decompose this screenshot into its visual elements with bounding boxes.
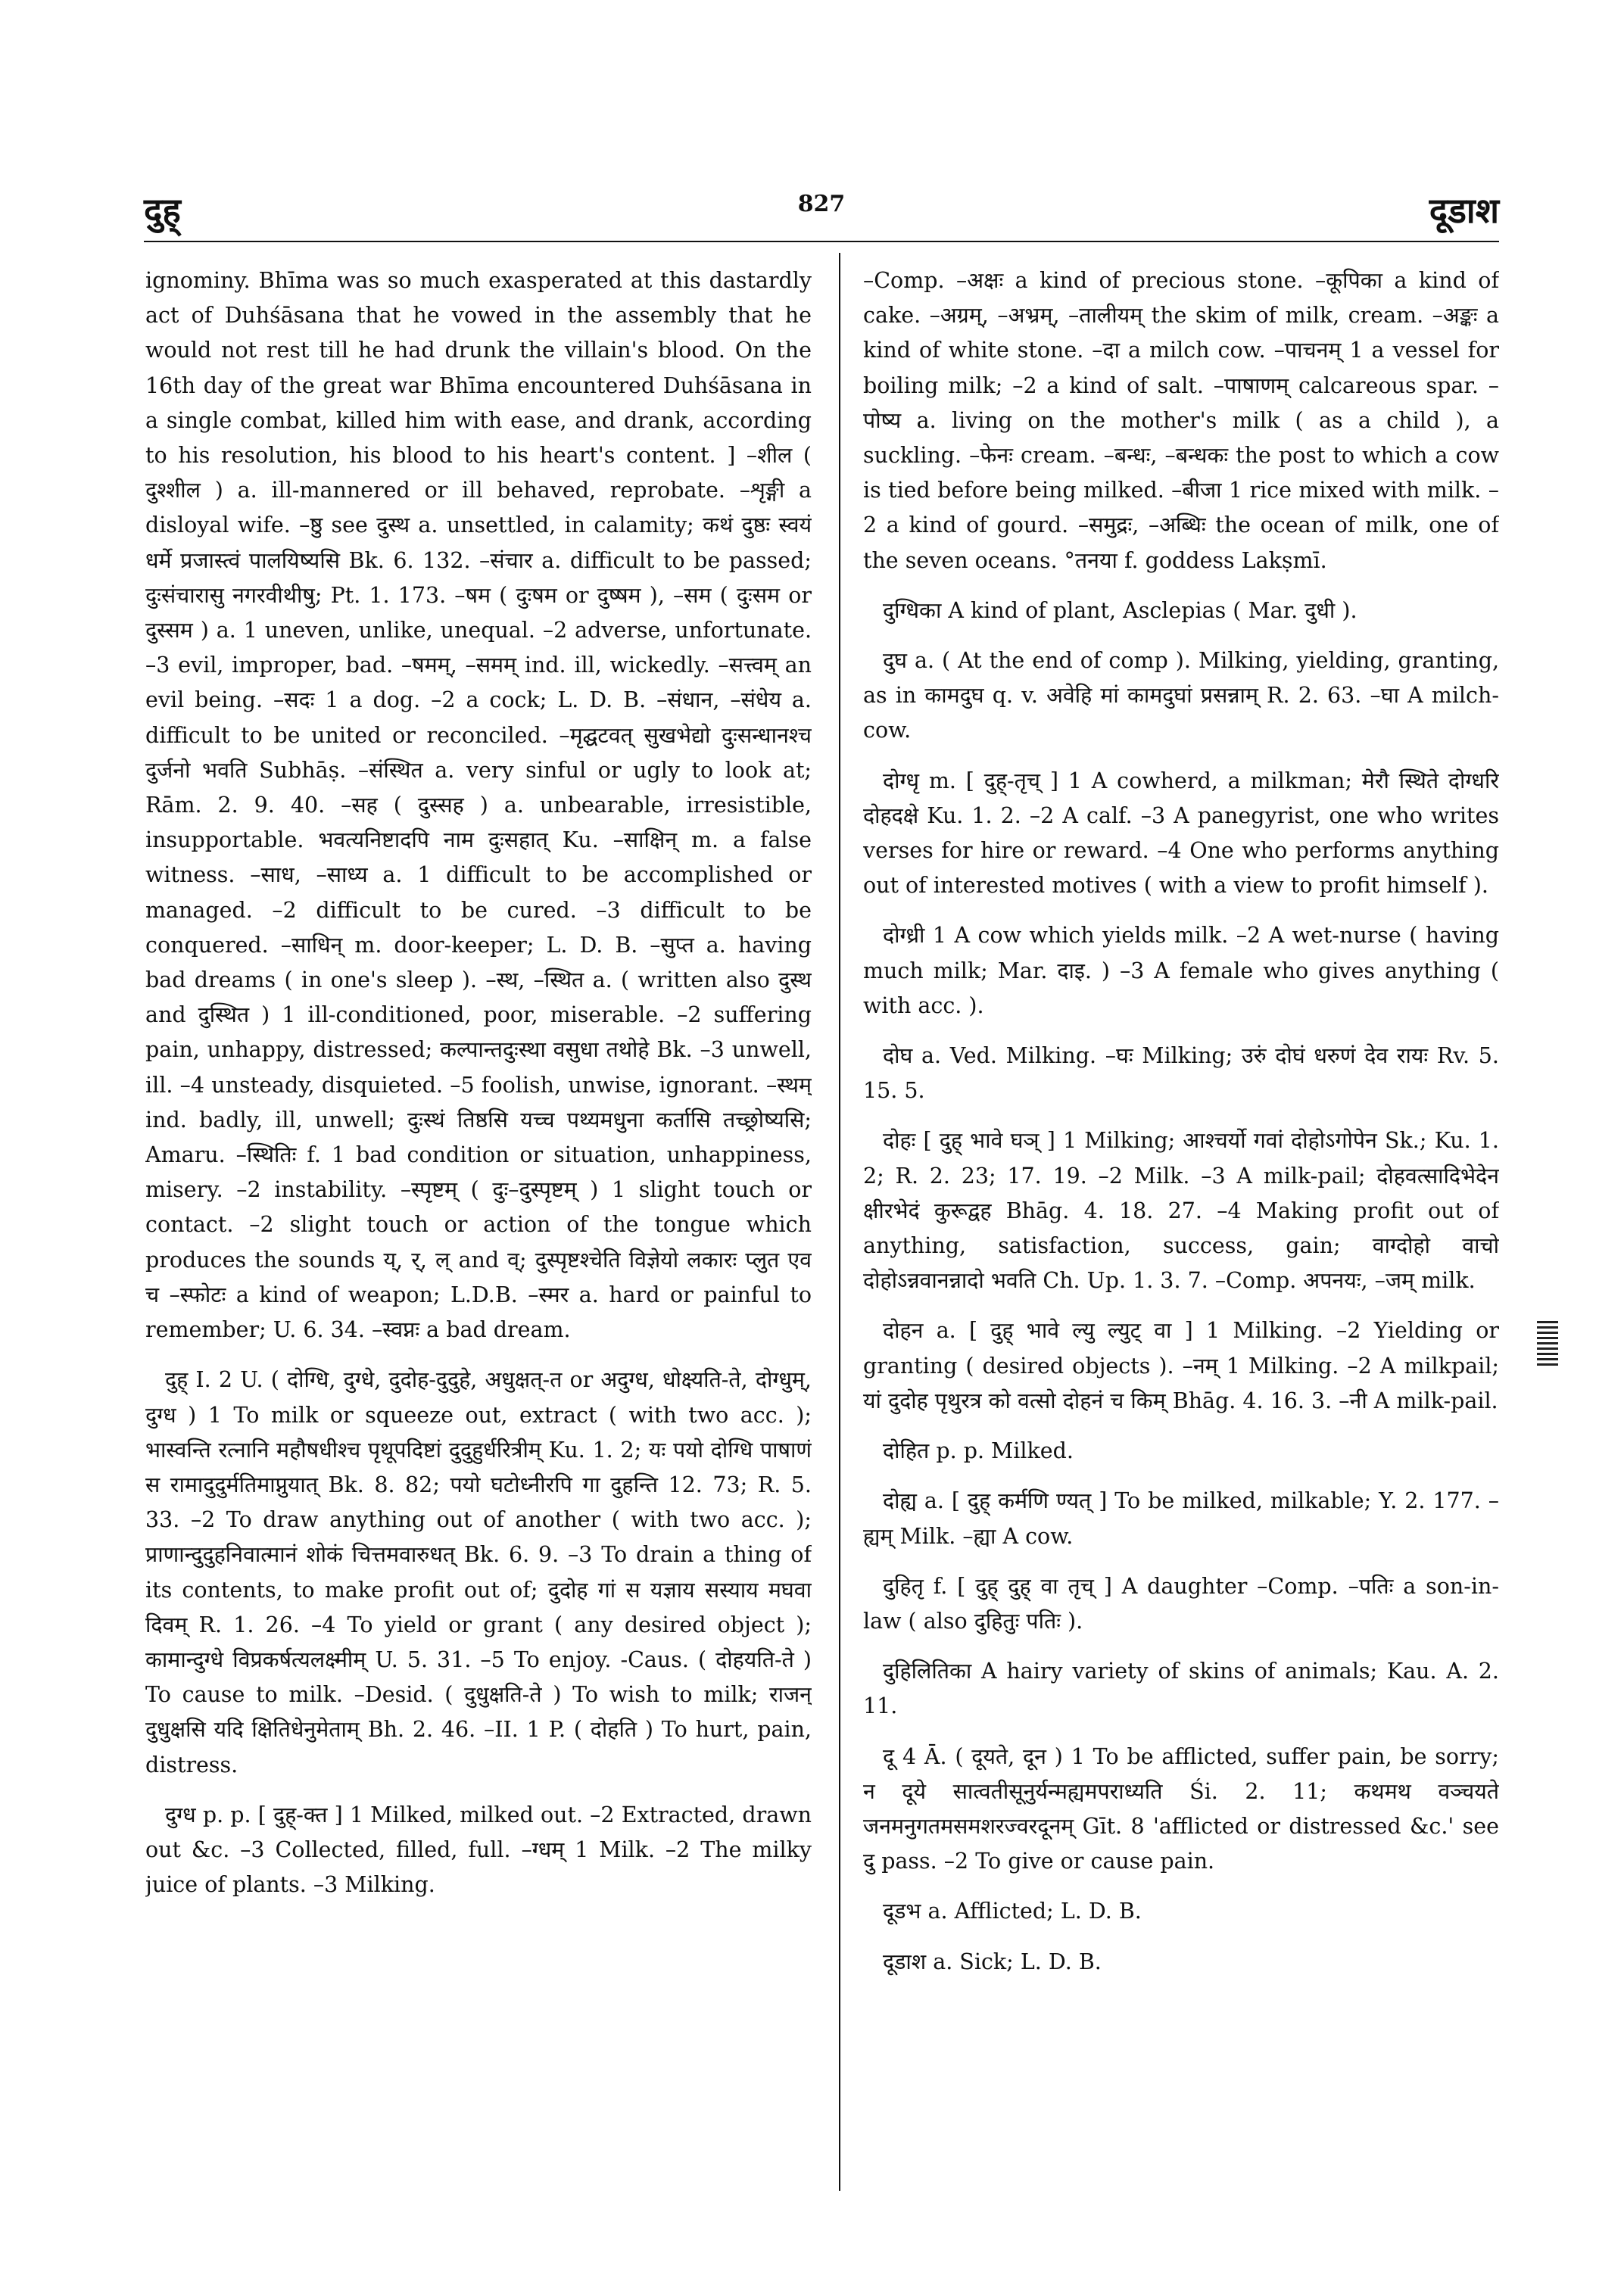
dictionary-entry: दू 4 Ā. ( दूयते, दून ) 1 To be afflicted, suffer pain, be sorry; न दूये सात्वतीसूनुर्यन्मह्यमपराध्यति Śi. 2. 11; कथमथ वञ्चयते जनमनुगतमसमशरज्वरदूनम् Gīt. 8 'afflicted or distressed &c.' see दु pass. –2 To give or cause pain. (863, 1743, 1499, 1874)
dictionary-entry: ignominy. Bhīma was so much exasperated at this dastardly act of Duhśāsana that he vowed in the assembly that he would not rest till he had drunk the villain's blood. On the 16th day of the great war Bhīma encountered Duhśāsana in a single combat, killed him with ease, and drank, according to his resolution, his blood to his heart's content. ] –शील ( दुश्शील ) a. ill-mannered or ill behaved, reprobate. –शृङ्गी a disloyal wife. –ष्ठु see दुस्थ a. unsettled, in calamity; कथं दुष्ठः स्वयं धर्मे प्रजास्त्वं पालयिष्यसि Bk. 6. 132. –संचार a. difficult to be passed; दुःसंचारासु नगरवीथीषु; Pt. 1. 173. –षम ( दुःषम or दुष्षम ), –सम ( दुःसम or दुस्सम ) a. 1 uneven, unlike, unequal. –2 adverse, unfortunate. –3 evil, improper, bad. –षमम्, –समम् ind. ill, wickedly. –सत्त्वम् an evil being. –सदः 1 a dog. –2 a cock; L. D. B. –संधान, –संधेय a. difficult to be united or reconciled. –मृद्घटवत् सुखभेद्यो दुःसन्धानश्च दुर्जनो भवति Subhāṣ. –संस्थित a. very sinful or ugly to look at; Rām. 2. 9. 40. –सह ( दुस्सह ) a. unbearable, irresistible, insupportable. भवत्यनिष्टादपि नाम दुःसहात् Ku. –साक्षिन् m. a false witness. –साध, –साध्य a. 1 difficult to be accomplished or managed. –2 difficult to be cured. –3 difficult to be conquered. –साधिन् m. door-keeper; L. D. B. –सुप्त a. having bad dreams ( in one's sleep ). –स्थ, –स्थित a. ( written also दुस्थ and दुस्थित ) 1 ill-conditioned, poor, miserable. –2 suffering pain, unhappy, distressed; कल्पान्तदुःस्था वसुधा तथोहे Bk. –3 unwell, ill. –4 unsteady, disquieted. –5 foolish, unwise, ignorant. –स्थम् ind. badly, ill, unwell; दुःस्थं तिष्ठसि यच्च पथ्यमधुना कर्तासि तच्छ्रोष्यसि; Amaru. –स्थितिः f. 1 bad condition or situation, unhappiness, misery. –2 instability. –स्पृष्टम् ( दुः–दुस्पृष्टम् ) 1 slight touch or contact. –2 slight touch or action of the tongue which produces the sounds य्, र्, ल् and व्; दुस्पृष्टश्चेति विज्ञेयो लकारः प्लुत एव च –स्फोटः a kind of weapon; L.D.B. –स्मर a. hard or painful to remember; U. 6. 34. –स्वप्नः a bad dream. (145, 268, 812, 1343)
dictionary-entry: दुग्ध p. p. [ दुह्-क्त ] 1 Milked, milked out. –2 Extracted, drawn out &c. –3 Collected, filled, full. –ग्धम् 1 Milk. –2 The milky juice of plants. –3 Milking. (145, 1802, 812, 1898)
header-rule (144, 241, 1499, 242)
dictionary-entry: दोहन a. [ दुह् भावे ल्यु ल्युट् वा ] 1 Milking. –2 Yielding or granting ( desired objects ). –नम् 1 Milking. –2 A milkpail; यां दुदोह पृथुरत्र को वत्सो दोहनं च किम् Bhāg. 4. 16. 3. –नी A milk-pail. (863, 1318, 1499, 1413)
dictionary-entry: दुग्धिका A kind of plant, Asclepias ( Mar. दुधी ). (883, 597, 1357, 623)
dictionary-entry: दोहः [ दुह् भावे घञ् ] 1 Milking; आश्चर्यो गवां दोहोऽगोपेन Sk.; Ku. 1. 2; R. 2. 23; 17. 19. –2 Milk. –3 A milk-pail; दोहवत्सादिभेदेन क्षीरभेदं कुरूद्वह Bhāg. 4. 18. 27. –4 Making profit out of anything, satisfaction, success, gain; वाग्दोहो वाचो दोहोऽन्नवानन्नादो भवति Ch. Up. 1. 3. 7. –Comp. अपनयः, –जम् milk. (863, 1128, 1499, 1294)
dictionary-entry: दुघ a. ( At the end of comp ). Milking, yielding, granting, as in कामदुघ q. v. अवेहि मां कामदुघां प्रसन्नाम् R. 2. 63. –घा A milch-cow. (863, 648, 1499, 743)
dictionary-entry: दुहिलितिका A hairy variety of skins of animals; Kau. A. 2. 11. (863, 1659, 1499, 1719)
dictionary-entry: दूडभ a. Afflicted; L. D. B. (883, 1899, 1142, 1924)
dictionary-entry: –Comp. –अक्षः a kind of precious stone. –कूपिका a kind of cake. –अग्रम्, –अभ्रम्, –तालीयम् the skim of milk, cream. –अङ्कः a kind of white stone. –दा a milch cow. –पाचनम् 1 a vessel for boiling milk; –2 a kind of salt. –पाषाणम् calcareous spar. –पोष्य a. living on the mother's milk ( as a child ), a suckling. –फेनः cream. –बन्धः, –बन्धकः the post to which a cow is tied before being milked. –बीजा 1 rice mixed with milk. –2 a kind of gourd. –समुद्रः, –अब्धिः the ocean of milk, one of the seven oceans. °तनया f. goddess Lakṣmī. (863, 268, 1499, 573)
margin-mark (1537, 1321, 1558, 1366)
left-column (145, 263, 812, 2201)
dictionary-entry: दोह्य a. [ दुह् कर्मणि ण्यत् ] To be milked, milkable; Y. 2. 177. –ह्यम् Milk. –ह्या A cow. (863, 1488, 1499, 1549)
dictionary-entry: दोग्धृ m. [ दुह्-तृच् ] 1 A cowherd, a milkman; मेरौ स्थिते दोग्धरि दोहदक्षे Ku. 1. 2. –2 A calf. –3 A panegyrist, one who writes verses for hire or reward. –4 One who performs anything out of interested motives ( with a view to profit himself ). (863, 768, 1499, 899)
right-column (863, 263, 1499, 2201)
dictionary-entry: दोहित p. p. Milked. (883, 1438, 1074, 1464)
dictionary-entry: दोघ a. Ved. Milking. –घः Milking; उरुं दोघं धरुणं देव रायः Rv. 5. 15. 5. (863, 1043, 1499, 1104)
header-left-headword: दुह् (144, 190, 181, 231)
header-right-headword: दूडाश (1429, 190, 1499, 231)
dictionary-entry: दुहितृ f. [ दुह् दुह् वा तृच् ] A daughter –Comp. –पतिः a son-in-law ( also दुहितुः पतिः ). (863, 1573, 1499, 1634)
column-divider (839, 253, 840, 2191)
dictionary-entry: दुह् I. 2 U. ( दोग्धि, दुग्धे, दुदोह-दुदुहे, अधुक्षत्-त or अदुग्ध, धोक्ष्यति-ते, दोग्धुम्, दुग्ध ) 1 To milk or squeeze out, extract ( with two acc. ); भास्वन्ति रत्नानि महौषधीश्च पृथूपदिष्टां दुदुहुर्धरित्रीम् Ku. 1. 2; यः पयो दोग्धि पाषाणं स रामादुदुर्मतिमाप्नुयात् Bk. 8. 82; पयो घटोध्नीरपि गा दुहन्ति 12. 73; R. 5. 33. –2 To draw anything out of another ( with two acc. ); प्राणान्दुदुहनिवात्मानं शोकं चित्तमवारुधत् Bk. 6. 9. –3 To drain a thing of its contents, to make profit out of; दुदोह गां स यज्ञाय सस्याय मघवा दिवम् R. 1. 26. –4 To yield or grant ( any desired object ); कामान्दुग्धे विप्रकर्षत्यलक्ष्मीम् U. 5. 31. –5 To enjoy. -Caus. ( दोहयति-ते ) To cause to milk. –Desid. ( दुधुक्षति-ते ) To wish to milk; राजन् दुधुक्षसि यदि क्षितिधेनुमेताम् Bh. 2. 46. –II. 1 P. ( दोहति ) To hurt, pain, distress. (145, 1367, 812, 1777)
dictionary-entry: दोग्ध्री 1 A cow which yields milk. –2 A wet-nurse ( having much milk; Mar. दाइ. ) –3 A female who gives anything ( with acc. ). (863, 923, 1499, 1018)
page-number: 827 (797, 191, 846, 217)
page-header (144, 182, 1499, 242)
dictionary-entry: दूडाश a. Sick; L. D. B. (883, 1949, 1102, 1974)
